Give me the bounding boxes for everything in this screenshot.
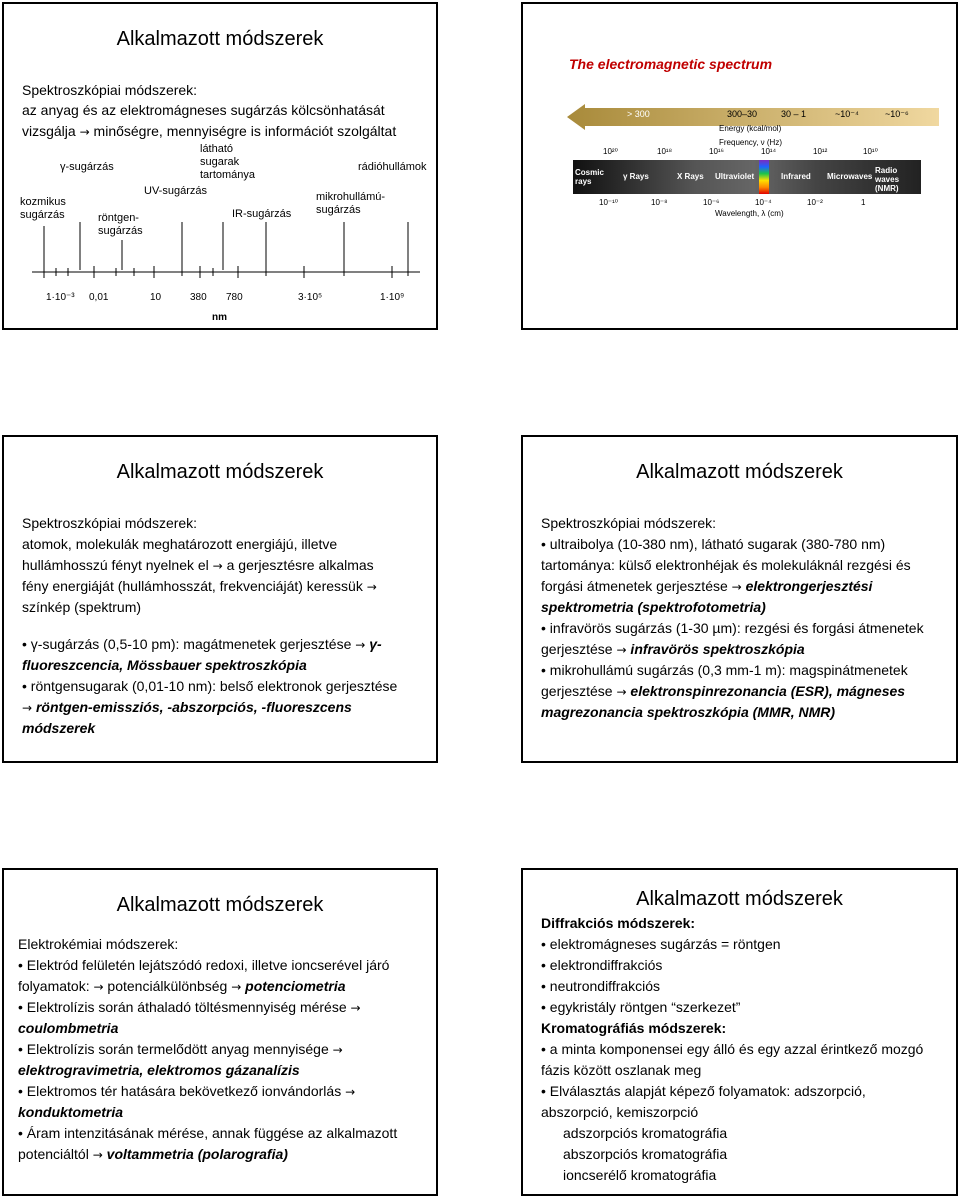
arrow-icon: → bbox=[366, 580, 377, 594]
text-segment: Elektrolízis során termelődött anyag mennyisége bbox=[26, 1041, 333, 1057]
bullet-continuation: módszerek bbox=[22, 720, 96, 736]
slide-title: Alkalmazott módszerek bbox=[636, 888, 843, 910]
frequency-value: 10¹⁴ bbox=[761, 147, 776, 156]
bullet-item bbox=[22, 634, 382, 656]
unit-label: nm bbox=[212, 312, 227, 323]
section-heading: Kromatográfiás módszerek: bbox=[541, 1020, 727, 1036]
arrow-icon: → bbox=[92, 1148, 103, 1162]
text-segment: voltammetria (polarografia) bbox=[102, 1146, 288, 1162]
text-segment: infravörös spektroszkópia bbox=[626, 641, 805, 657]
bullet-item bbox=[18, 1081, 355, 1103]
band-cosmic: Cosmic rays bbox=[575, 168, 604, 186]
band-microwave: Microwaves bbox=[827, 172, 873, 181]
bullet-continuation: spektrometria (spektrofotometria) bbox=[541, 599, 766, 615]
paragraph-line: színkép (spektrum) bbox=[22, 599, 142, 615]
label-microwave: mikrohullámú-sugárzás bbox=[316, 191, 386, 216]
frequency-axis-label: Frequency, ν (Hz) bbox=[719, 138, 782, 147]
slide-title: Alkalmazott módszerek bbox=[116, 28, 324, 50]
bullet-item: • Elektród felületén lejátszódó redoxi, illetve ioncserével járó bbox=[18, 955, 389, 976]
spectrum-band-bar bbox=[573, 160, 921, 194]
label-cosmic: kozmikus sugárzás bbox=[20, 196, 66, 221]
arrow-icon: → bbox=[22, 701, 33, 715]
bullet-item bbox=[18, 1039, 343, 1061]
bullet-continuation: fluoreszcencia, Mössbauer spektroszkópia bbox=[22, 657, 307, 673]
text-segment: hullámhosszú fényt nyelnek el bbox=[22, 557, 213, 573]
tick-label: 1·10⁻³ bbox=[46, 292, 75, 303]
frequency-value: 10²⁰ bbox=[603, 147, 618, 156]
section-heading: Diffrakciós módszerek: bbox=[541, 915, 696, 931]
bullet-item: • infravörös sugárzás (1-30 µm): rezgési és forgási átmenetek bbox=[541, 618, 924, 639]
band-xray: X Rays bbox=[677, 172, 704, 181]
tick-label: 1·10⁹ bbox=[380, 292, 405, 303]
text-segment: fény energiáját (hullámhosszát, frekvenciáját) keressük bbox=[22, 578, 367, 594]
sub-item: abszorpciós kromatográfia bbox=[563, 1146, 728, 1162]
energy-value: 300–30 bbox=[727, 109, 758, 119]
bullet-item: • elektromágneses sugárzás = röntgen bbox=[541, 934, 781, 955]
arrow-icon: → bbox=[616, 685, 627, 699]
bullet-item: • Elválasztás alapját képező folyamatok: adszorpció, bbox=[541, 1081, 866, 1102]
text-segment: γ- bbox=[365, 636, 382, 652]
frequency-value: 10¹² bbox=[813, 147, 828, 156]
spectrum-title: The electromagnetic spectrum bbox=[569, 56, 773, 72]
arrow-icon: → bbox=[616, 643, 627, 657]
slide-title: Alkalmazott módszerek bbox=[116, 894, 324, 916]
frequency-value: 10¹⁶ bbox=[709, 147, 724, 156]
bullet-continuation bbox=[541, 639, 805, 661]
bullet-item bbox=[18, 997, 361, 1019]
text-segment: potenciometria bbox=[241, 978, 346, 994]
arrow-icon: → bbox=[350, 1001, 361, 1015]
arrow-icon: → bbox=[355, 638, 366, 652]
arrow-icon: → bbox=[231, 980, 242, 994]
bullet-continuation: konduktometria bbox=[18, 1104, 124, 1120]
energy-value: 30 – 1 bbox=[781, 109, 807, 119]
tick-label: 3·10⁵ bbox=[298, 292, 323, 303]
band-uv: Ultraviolet bbox=[715, 172, 755, 181]
arrow-icon: → bbox=[345, 1085, 356, 1099]
sub-item: adszorpciós kromatográfia bbox=[563, 1125, 728, 1141]
paragraph-line bbox=[22, 576, 377, 598]
text-segment: folyamatok: bbox=[18, 978, 94, 994]
energy-value: ~10⁻⁴ bbox=[835, 109, 859, 119]
wavelength-value: 10⁻¹⁰ bbox=[599, 198, 618, 207]
text-segment: Elektrolízis során áthaladó töltésmennyiség mérése bbox=[26, 999, 351, 1015]
slide-heading: Spektroszkópiai módszerek: bbox=[541, 515, 717, 531]
paragraph-line: atomok, molekulák meghatározott energiájú, illetve bbox=[22, 536, 338, 552]
arrow-icon: → bbox=[731, 580, 742, 594]
bullet-continuation bbox=[22, 697, 352, 719]
tick-label: 380 bbox=[190, 292, 207, 303]
wavelength-value: 10⁻⁶ bbox=[703, 198, 720, 207]
wavelength-value: 10⁻⁸ bbox=[651, 198, 668, 207]
text-segment: γ-sugárzás (0,5-10 pm): magátmenetek gerjesztése bbox=[30, 636, 356, 652]
wavelength-axis-label: Wavelength, λ (cm) bbox=[715, 209, 784, 218]
text-segment: forgási átmenetek gerjesztése bbox=[541, 578, 732, 594]
tick-label: 0,01 bbox=[89, 292, 109, 303]
frequency-value: 10¹⁸ bbox=[657, 147, 672, 156]
slide-spectroscopy-scale bbox=[2, 2, 438, 330]
label-visible: látható sugarak tartománya bbox=[200, 143, 256, 181]
bullet-continuation bbox=[18, 1144, 288, 1166]
energy-axis-label: Energy (kcal/mol) bbox=[719, 124, 782, 133]
bullet-item: • röntgensugarak (0,01-10 nm): belső elektronok gerjesztése bbox=[22, 676, 397, 697]
band-visible bbox=[759, 160, 769, 194]
slide-electrochemical bbox=[2, 868, 438, 1196]
band-gamma: γ Rays bbox=[623, 172, 649, 181]
label-xray: röntgen-sugárzás bbox=[98, 212, 143, 237]
bullet-continuation bbox=[18, 976, 346, 998]
tick-label: 780 bbox=[226, 292, 243, 303]
slide-text-line: az anyag és az elektromágneses sugárzás kölcsönhatását bbox=[22, 102, 385, 118]
text-segment: gerjesztése bbox=[541, 641, 617, 657]
bullet-item: • ultraibolya (10-380 nm), látható sugarak (380-780 nm) bbox=[541, 534, 885, 555]
frequency-value: 10¹⁰ bbox=[863, 147, 878, 156]
arrow-icon: → bbox=[93, 980, 104, 994]
arrow-icon: → bbox=[332, 1043, 343, 1057]
text-segment: potenciáltól bbox=[18, 1146, 93, 1162]
bullet-item: • a minta komponensei egy álló és egy azzal érintkező mozgó bbox=[541, 1039, 923, 1060]
label-ir: IR-sugárzás bbox=[232, 208, 292, 220]
paragraph-line bbox=[22, 555, 374, 577]
energy-value: > 300 bbox=[627, 109, 650, 119]
bullet-continuation: fázis között oszlanak meg bbox=[541, 1062, 702, 1078]
bullet-continuation: abszorpció, kemiszorpció bbox=[541, 1104, 699, 1120]
label-radio: rádióhullámok bbox=[358, 161, 427, 173]
wavelength-value: 10⁻⁴ bbox=[755, 198, 772, 207]
slide-em-spectrum bbox=[521, 2, 958, 330]
slide-title: Alkalmazott módszerek bbox=[636, 461, 843, 483]
slide-heading: Elektrokémiai módszerek: bbox=[18, 936, 179, 952]
label-gamma: γ-sugárzás bbox=[60, 161, 114, 173]
text-segment: röntgen-emissziós, -abszorpciós, -fluoreszcens bbox=[32, 699, 352, 715]
text-segment: gerjesztése bbox=[541, 683, 617, 699]
slide-spectroscopy-text bbox=[2, 435, 438, 763]
band-infrared: Infrared bbox=[781, 172, 811, 181]
text-segment: elektronspinrezonancia (ESR), mágneses bbox=[626, 683, 906, 699]
bullet-item: • elektrondiffrakciós bbox=[541, 955, 662, 976]
arrow-icon: → bbox=[79, 125, 90, 139]
bullet-continuation bbox=[541, 681, 905, 703]
bullet-item: • mikrohullámú sugárzás (0,3 mm-1 m): magspinátmenetek bbox=[541, 660, 908, 681]
tick-label: 10 bbox=[150, 292, 162, 303]
spectrum-scale-diagram bbox=[4, 222, 436, 322]
bullet-continuation bbox=[541, 576, 872, 598]
text-segment: a gerjesztésre alkalmas bbox=[222, 557, 374, 573]
bullet-continuation: tartománya: külső elektronhéjak és molekuláknál rezgési és bbox=[541, 557, 911, 573]
text-segment: minőségre, mennyiségre is információt szolgáltat bbox=[89, 123, 397, 139]
slide-text-line bbox=[22, 121, 396, 143]
slide-spectroscopy-ranges bbox=[521, 435, 958, 763]
bullet-continuation: magrezonancia spektroszkópia (MMR, NMR) bbox=[541, 704, 836, 720]
text-segment: elektrongerjesztési bbox=[741, 578, 873, 594]
arrow-icon: → bbox=[212, 559, 223, 573]
wavelength-value: 1 bbox=[861, 198, 866, 207]
energy-value: ~10⁻⁶ bbox=[885, 109, 909, 119]
bullet-item: • Áram intenzitásának mérése, annak függése az alkalmazott bbox=[18, 1123, 397, 1144]
sub-item: ioncserélő kromatográfia bbox=[563, 1167, 717, 1183]
text-segment: vizsgálja bbox=[22, 123, 80, 139]
slide-diffraction-chromatography bbox=[521, 868, 958, 1196]
text-segment: Elektromos tér hatására bekövetkező ionvándorlás bbox=[26, 1083, 346, 1099]
slide-title: Alkalmazott módszerek bbox=[116, 461, 324, 483]
text-segment: potenciálkülönbség bbox=[103, 978, 232, 994]
label-uv: UV-sugárzás bbox=[144, 185, 207, 197]
slide-heading: Spektroszkópiai módszerek: bbox=[22, 82, 198, 98]
bullet-item: • neutrondiffrakciós bbox=[541, 976, 660, 997]
bullet-item: • egykristály röntgen “szerkezet” bbox=[541, 997, 740, 1018]
bullet-continuation: coulombmetria bbox=[18, 1020, 119, 1036]
wavelength-value: 10⁻² bbox=[807, 198, 823, 207]
band-radio: Radio waves (NMR) bbox=[875, 166, 900, 193]
bullet-continuation: elektrogravimetria, elektromos gázanalízis bbox=[18, 1062, 300, 1078]
slide-heading: Spektroszkópiai módszerek: bbox=[22, 515, 198, 531]
